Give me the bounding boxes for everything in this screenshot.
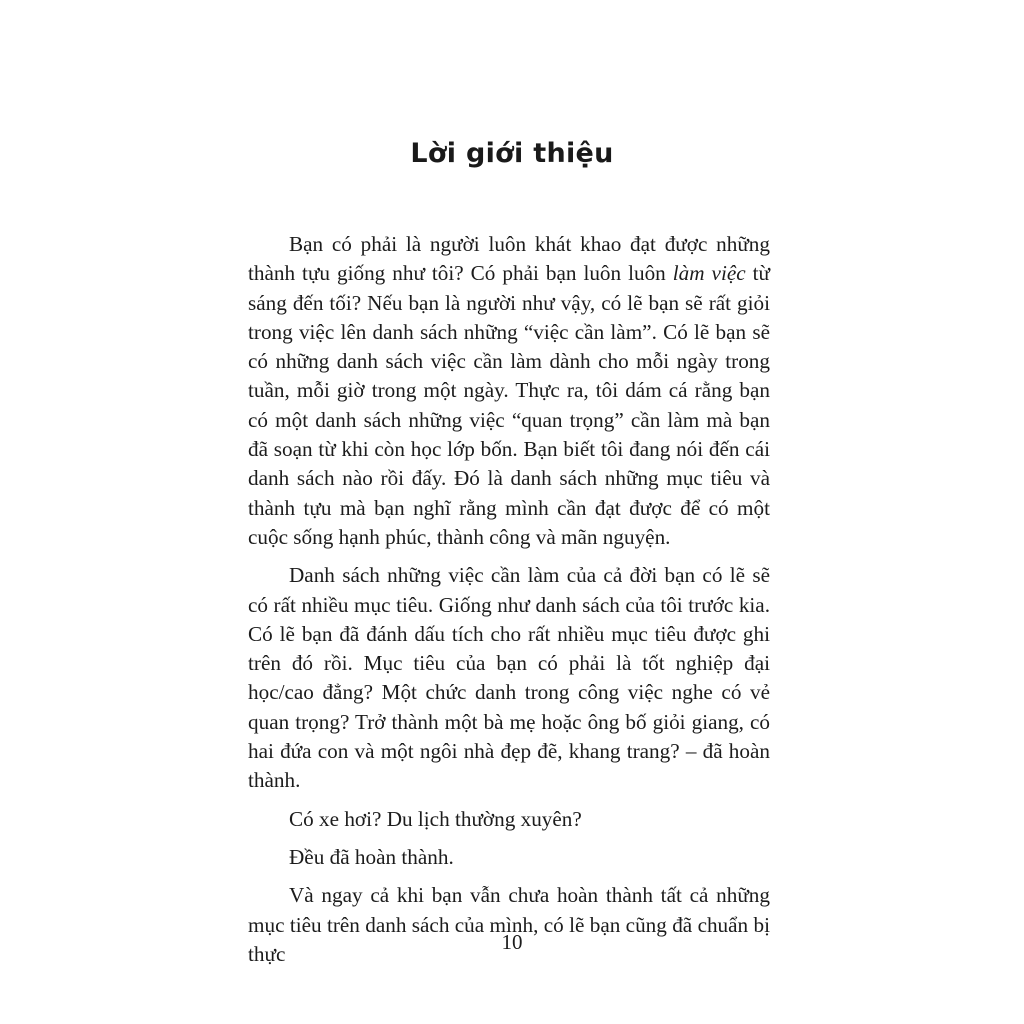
chapter-title: Lời giới thiệu — [410, 138, 614, 169]
paragraph-1-end: từ sáng đến tối? Nếu bạn là người như vậy, có lẽ bạn sẽ rất giỏi trong việc lên danh sách những “việc cần làm”. Có lẽ bạn sẽ có những danh sách việc cần làm dành cho mỗi ngày trong tuần, mỗi giờ trong một ngày. Thực ra, tôi dám cá rằng bạn có một danh sách những việc “quan trọng” cần làm mà bạn đã soạn từ khi còn học lớp bốn. Bạn biết tôi đang nói đến cái danh sách nào rồi đấy. Đó là danh sách những mục tiêu và thành tựu mà bạn nghĩ rằng mình cần đạt được để có một cuộc sống hạnh phúc, thành công và mãn nguyện. — [248, 261, 770, 549]
body-text — [248, 230, 770, 978]
paragraph-2: Danh sách những việc cần làm của cả đời bạn có lẽ sẽ có rất nhiều mục tiêu. Giống như danh sách của tôi trước kia. Có lẽ bạn đã đánh dấu tích cho rất nhiều mục tiêu được ghi trên đó rồi. Mục tiêu của bạn có phải là tốt nghiệp đại học/cao đẳng? Một chức danh trong công việc nghe có vẻ quan trọng? Trở thành một bà mẹ hoặc ông bố giỏi giang, có hai đứa con và một ngôi nhà đẹp đẽ, khang trang? – đã hoàn thành. — [248, 563, 770, 793]
paragraph-1-start: Bạn có phải là người luôn khát khao đạt được những thành tựu giống như tôi? Có phải bạn luôn luôn — [248, 232, 770, 286]
paragraph-5: Và ngay cả khi bạn vẫn chưa hoàn thành tất cả những mục tiêu trên danh sách của mình, có lẽ bạn cũng đã chuẩn bị thực — [248, 883, 770, 966]
paragraph-1 — [248, 230, 770, 552]
paragraph-3: Có xe hơi? Du lịch thường xuyên? — [289, 806, 582, 831]
paragraph-4: Đều đã hoàn thành. — [289, 844, 454, 869]
paragraph-1-emphasis: làm việc — [672, 261, 746, 286]
page-number: 10 — [501, 930, 523, 954]
